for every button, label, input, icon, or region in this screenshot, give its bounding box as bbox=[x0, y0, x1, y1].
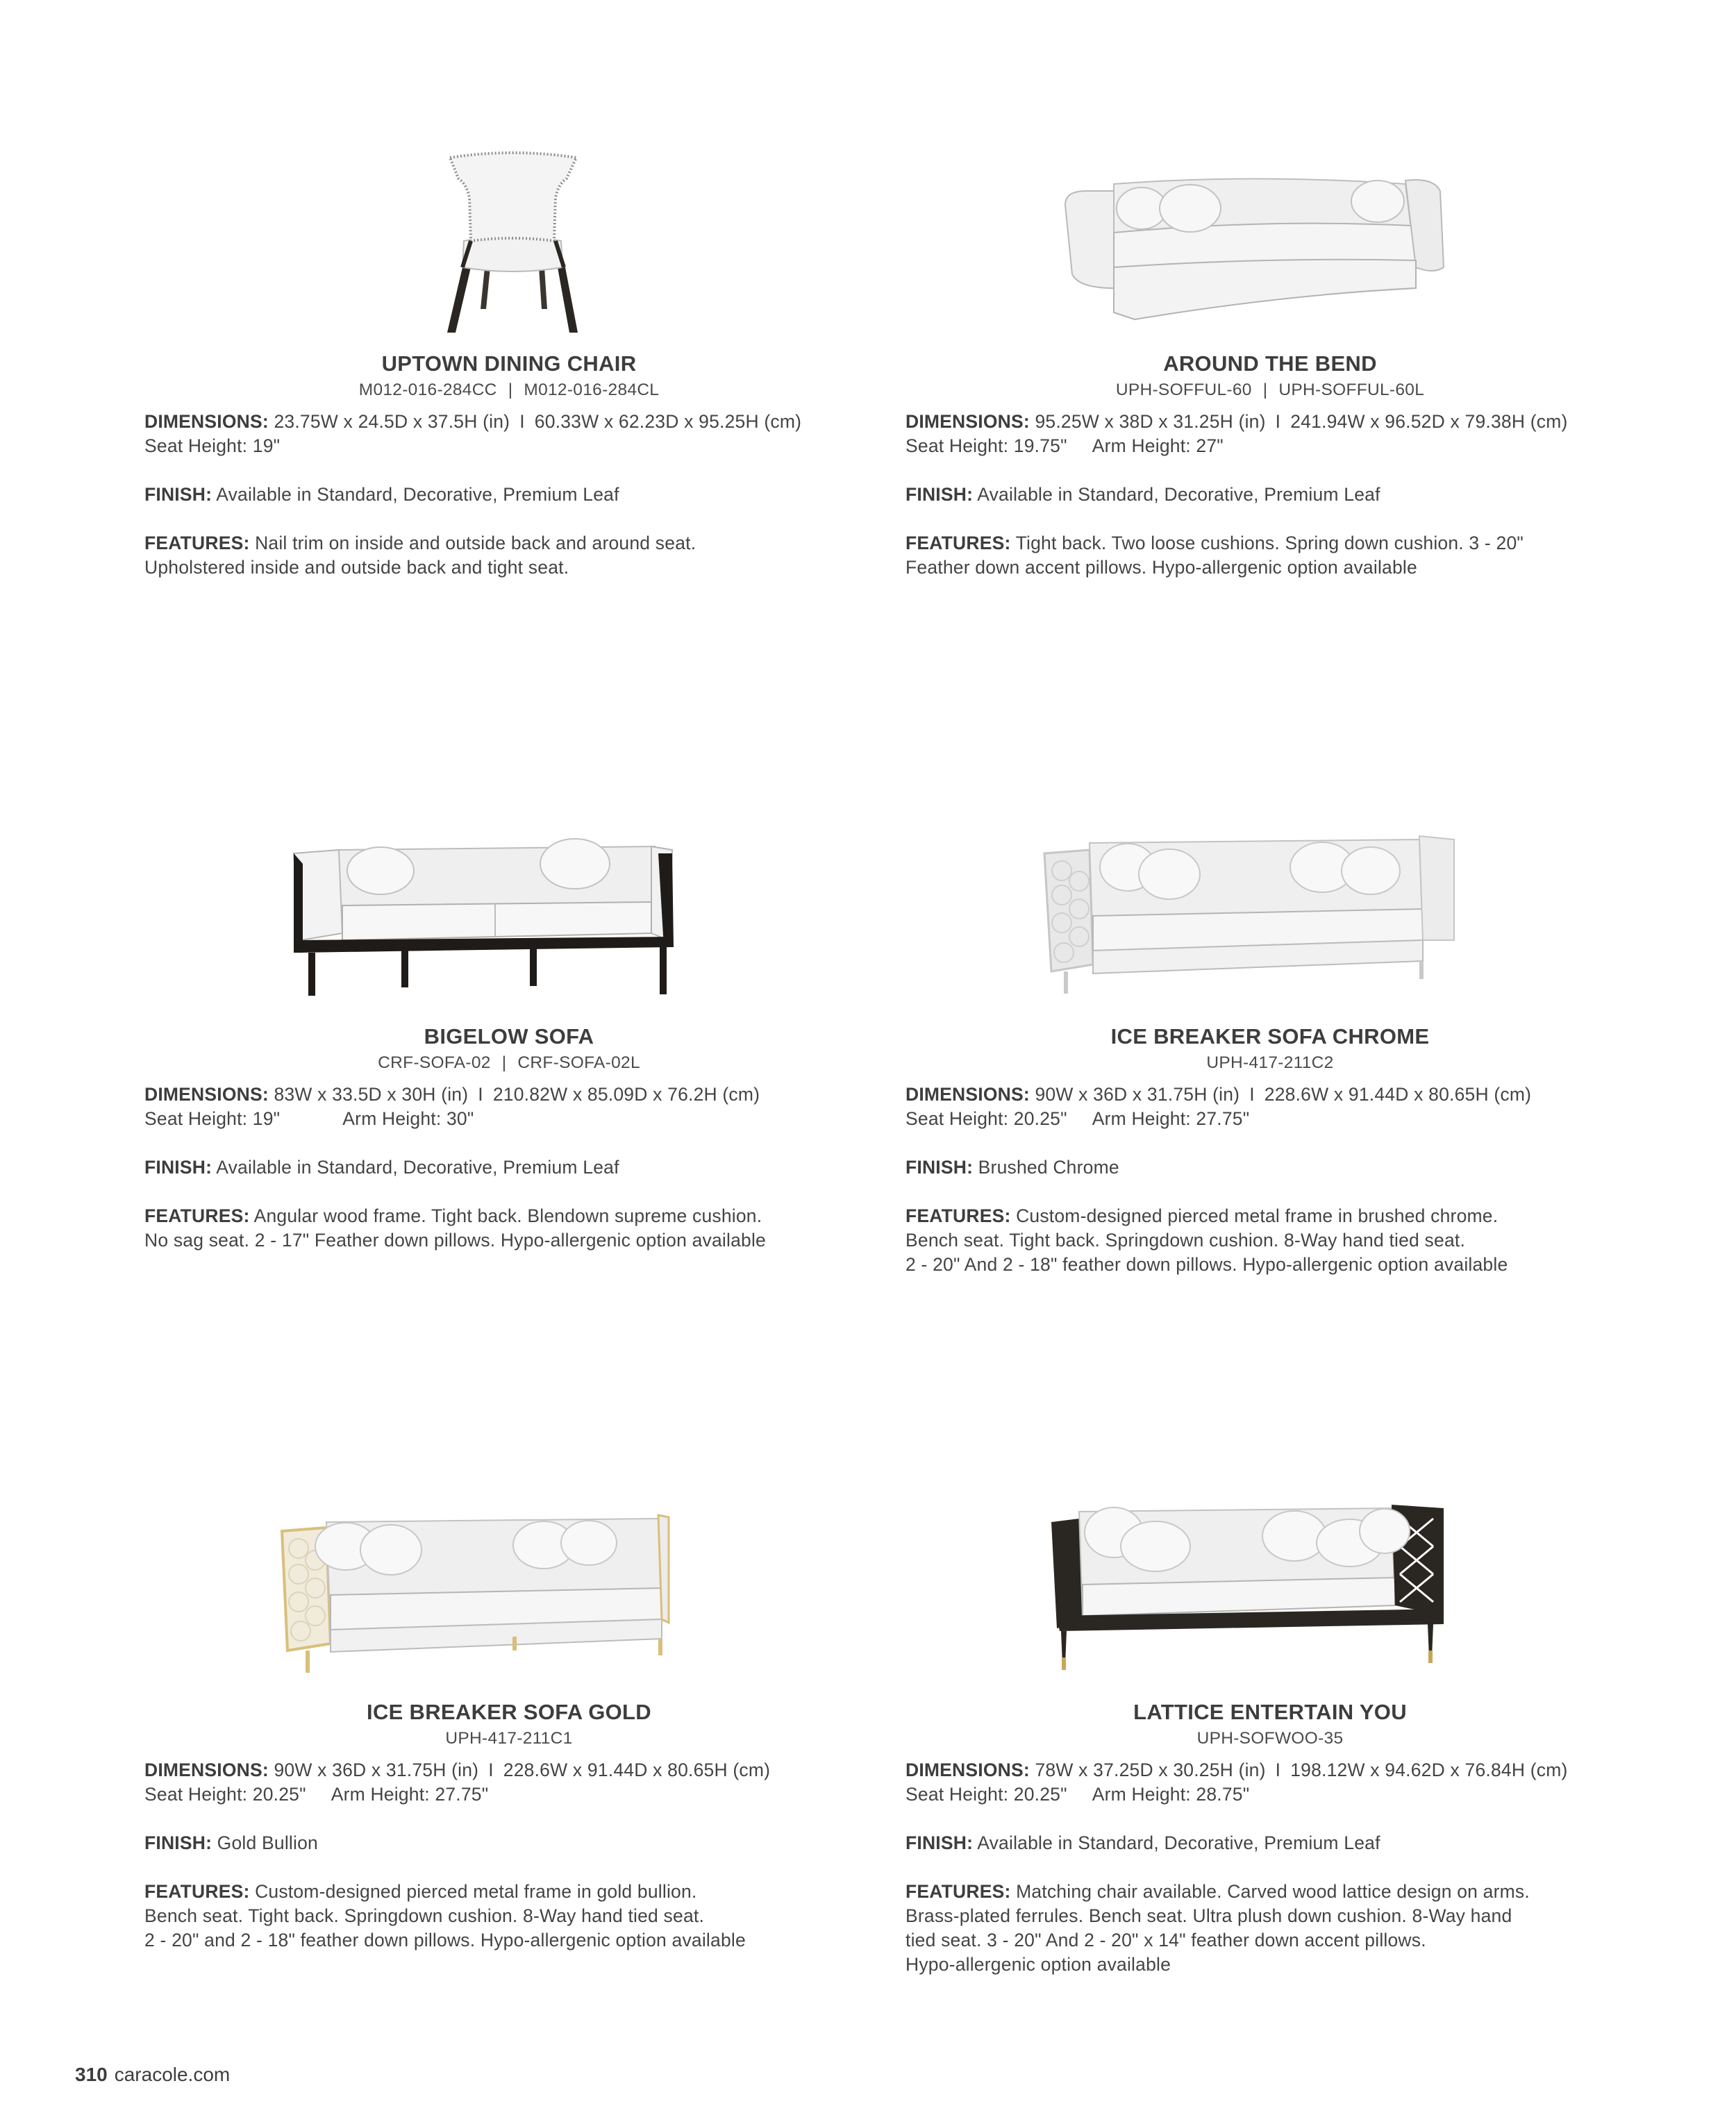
sku-primary: CRF-SOFA-02 bbox=[378, 1053, 491, 1072]
finish-block bbox=[144, 1155, 874, 1180]
product-card-around-the-bend bbox=[905, 351, 1635, 580]
features-block bbox=[144, 531, 874, 580]
features-block bbox=[905, 531, 1635, 580]
product-sku-line bbox=[144, 379, 874, 401]
product-card-bigelow-sofa bbox=[144, 1024, 874, 1253]
finish-value: Brushed Chrome bbox=[978, 1157, 1119, 1178]
dimensions-separator: I bbox=[1275, 1760, 1281, 1780]
features-line: Brass-plated ferrules. Bench seat. Ultra plush down cushion. 8-Way hand bbox=[905, 1905, 1512, 1926]
finish-value: Available in Standard, Decorative, Premium Leaf bbox=[216, 484, 619, 505]
seat-height: Seat Height: 20.25" bbox=[905, 1784, 1067, 1805]
product-card-ice-breaker-sofa-gold bbox=[144, 1699, 874, 1953]
finish-block bbox=[144, 1831, 874, 1855]
finish-label: FINISH: bbox=[144, 1157, 212, 1178]
seat-height: Seat Height: 19" bbox=[144, 435, 281, 456]
features-label: FEATURES: bbox=[144, 533, 250, 553]
dimensions-cm: 198.12W x 94.62D x 76.84H (cm) bbox=[1290, 1760, 1568, 1780]
lattice-sofa-image bbox=[905, 1407, 1635, 1685]
finish-label: FINISH: bbox=[905, 484, 974, 505]
dimensions-label: DIMENSIONS: bbox=[905, 411, 1030, 432]
dimensions-inches: 23.75W x 24.5D x 37.5H (in) bbox=[274, 411, 510, 432]
features-line: Angular wood frame. Tight back. Blendown supreme cushion. bbox=[253, 1205, 762, 1226]
dimensions-cm: 210.82W x 85.09D x 76.2H (cm) bbox=[492, 1084, 760, 1105]
dimensions-block bbox=[905, 1083, 1635, 1131]
product-sku-line bbox=[905, 1728, 1635, 1750]
dimensions-cm: 228.6W x 91.44D x 80.65H (cm) bbox=[503, 1760, 771, 1780]
dimensions-block bbox=[144, 410, 874, 458]
finish-label: FINISH: bbox=[905, 1832, 974, 1853]
features-label: FEATURES: bbox=[905, 533, 1011, 553]
features-line: Matching chair available. Carved wood lattice design on arms. bbox=[1016, 1881, 1530, 1902]
curved-sofa-image bbox=[905, 59, 1635, 337]
features-label: FEATURES: bbox=[905, 1205, 1011, 1226]
finish-label: FINISH: bbox=[144, 484, 212, 505]
seat-height: Seat Height: 20.25" bbox=[905, 1108, 1067, 1129]
dimensions-block bbox=[144, 1758, 874, 1807]
product-name: AROUND THE BEND bbox=[1163, 351, 1377, 376]
features-line: Bench seat. Tight back. Springdown cushion. 8-Way hand tied seat. bbox=[144, 1905, 705, 1926]
finish-value: Available in Standard, Decorative, Premium Leaf bbox=[977, 1832, 1380, 1853]
dimensions-separator: I bbox=[488, 1760, 494, 1780]
dimensions-label: DIMENSIONS: bbox=[905, 1760, 1030, 1780]
product-sku-line bbox=[144, 1728, 874, 1750]
finish-value: Available in Standard, Decorative, Premium Leaf bbox=[977, 484, 1380, 505]
dimensions-inches: 90W x 36D x 31.75H (in) bbox=[1035, 1084, 1240, 1105]
features-label: FEATURES: bbox=[144, 1881, 250, 1902]
dimensions-block bbox=[905, 410, 1635, 458]
arm-height: Arm Height: 28.75" bbox=[1092, 1784, 1250, 1805]
dimensions-separator: I bbox=[519, 411, 525, 432]
gold-sofa-image bbox=[144, 1407, 874, 1685]
features-line: 2 - 20" And 2 - 18" feather down pillows. Hypo-allergenic option available bbox=[905, 1254, 1508, 1275]
product-sku-line bbox=[905, 379, 1635, 401]
sku-primary: UPH-417-211C1 bbox=[445, 1729, 573, 1748]
features-line: Feather down accent pillows. Hypo-allergenic option available bbox=[905, 557, 1417, 578]
arm-height: Arm Height: 27.75" bbox=[331, 1784, 489, 1805]
features-block bbox=[905, 1204, 1635, 1277]
dimensions-label: DIMENSIONS: bbox=[905, 1084, 1030, 1105]
features-block bbox=[905, 1880, 1635, 1977]
features-line: Custom-designed pierced metal frame in brushed chrome. bbox=[1016, 1205, 1499, 1226]
features-line: Tight back. Two loose cushions. Spring down cushion. 3 - 20" bbox=[1015, 533, 1524, 553]
seat-height: Seat Height: 20.25" bbox=[144, 1784, 306, 1805]
product-name: BIGELOW SOFA bbox=[424, 1024, 594, 1049]
finish-label: FINISH: bbox=[144, 1832, 212, 1853]
dimensions-inches: 95.25W x 38D x 31.25H (in) bbox=[1035, 411, 1266, 432]
dimensions-inches: 83W x 33.5D x 30H (in) bbox=[274, 1084, 469, 1105]
dimensions-cm: 241.94W x 96.52D x 79.38H (cm) bbox=[1290, 411, 1568, 432]
product-card-ice-breaker-sofa-chrome bbox=[905, 1024, 1635, 1277]
finish-block bbox=[905, 1155, 1635, 1180]
product-name: LATTICE ENTERTAIN YOU bbox=[1133, 1700, 1407, 1724]
features-label: FEATURES: bbox=[905, 1881, 1011, 1902]
features-line: Hypo-allergenic option available bbox=[905, 1954, 1171, 1975]
product-sku-line bbox=[144, 1052, 874, 1074]
product-name: ICE BREAKER SOFA CHROME bbox=[1110, 1024, 1430, 1049]
features-label: FEATURES: bbox=[144, 1205, 250, 1226]
product-card-uptown-dining-chair bbox=[144, 351, 874, 580]
finish-block bbox=[144, 483, 874, 507]
seat-height: Seat Height: 19.75" bbox=[905, 435, 1067, 456]
features-line: Custom-designed pierced metal frame in gold bullion. bbox=[255, 1881, 697, 1902]
product-name: UPTOWN DINING CHAIR bbox=[381, 351, 637, 376]
sku-secondary: CRF-SOFA-02L bbox=[517, 1053, 640, 1072]
sku-primary: M012-016-284CC bbox=[358, 381, 497, 399]
page-number: 310 bbox=[75, 2064, 108, 2085]
features-line: No sag seat. 2 - 17" Feather down pillows. Hypo-allergenic option available bbox=[144, 1230, 766, 1251]
dimensions-cm: 60.33W x 62.23D x 95.25H (cm) bbox=[534, 411, 802, 432]
sku-primary: UPH-SOFWOO-35 bbox=[1196, 1729, 1344, 1748]
finish-block bbox=[905, 1831, 1635, 1855]
sku-separator: | bbox=[1262, 381, 1268, 399]
finish-label: FINISH: bbox=[905, 1157, 974, 1178]
finish-block bbox=[905, 483, 1635, 507]
wood-frame-sofa-image bbox=[144, 732, 874, 1010]
arm-height: Arm Height: 27" bbox=[1092, 435, 1224, 456]
features-line: Upholstered inside and outside back and tight seat. bbox=[144, 557, 569, 578]
dimensions-separator: I bbox=[478, 1084, 483, 1105]
features-line: tied seat. 3 - 20" And 2 - 20" x 14" feather down accent pillows. bbox=[905, 1930, 1426, 1950]
dimensions-separator: I bbox=[1249, 1084, 1255, 1105]
product-name: ICE BREAKER SOFA GOLD bbox=[367, 1700, 651, 1724]
finish-value: Available in Standard, Decorative, Premium Leaf bbox=[216, 1157, 619, 1178]
sku-separator: | bbox=[508, 381, 513, 399]
dimensions-label: DIMENSIONS: bbox=[144, 1084, 269, 1105]
arm-height: Arm Height: 27.75" bbox=[1092, 1108, 1250, 1129]
dining-chair-image bbox=[144, 59, 874, 337]
features-block bbox=[144, 1204, 874, 1253]
website-link[interactable]: caracole.com bbox=[114, 2064, 231, 2085]
sku-separator: | bbox=[501, 1053, 507, 1072]
chrome-sofa-image bbox=[905, 732, 1635, 1010]
dimensions-label: DIMENSIONS: bbox=[144, 1760, 269, 1780]
page-footer bbox=[75, 2064, 230, 2086]
finish-value: Gold Bullion bbox=[217, 1832, 318, 1853]
features-line: Bench seat. Tight back. Springdown cushion. 8-Way hand tied seat. bbox=[905, 1230, 1466, 1251]
sku-primary: UPH-417-211C2 bbox=[1206, 1053, 1334, 1072]
dimensions-cm: 228.6W x 91.44D x 80.65H (cm) bbox=[1264, 1084, 1532, 1105]
seat-height: Seat Height: 19" bbox=[144, 1108, 281, 1129]
dimensions-inches: 90W x 36D x 31.75H (in) bbox=[274, 1760, 479, 1780]
sku-secondary: UPH-SOFFUL-60L bbox=[1278, 381, 1425, 399]
product-card-lattice-entertain-you bbox=[905, 1699, 1635, 1977]
dimensions-block bbox=[144, 1083, 874, 1131]
sku-primary: UPH-SOFFUL-60 bbox=[1115, 381, 1252, 399]
dimensions-label: DIMENSIONS: bbox=[144, 411, 269, 432]
sku-secondary: M012-016-284CL bbox=[524, 381, 660, 399]
dimensions-inches: 78W x 37.25D x 30.25H (in) bbox=[1035, 1760, 1266, 1780]
features-line: Nail trim on inside and outside back and around seat. bbox=[255, 533, 696, 553]
features-block bbox=[144, 1880, 874, 1953]
features-line: 2 - 20" and 2 - 18" feather down pillows. Hypo-allergenic option available bbox=[144, 1930, 746, 1950]
product-sku-line bbox=[905, 1052, 1635, 1074]
dimensions-separator: I bbox=[1275, 411, 1281, 432]
dimensions-block bbox=[905, 1758, 1635, 1807]
arm-height: Arm Height: 30" bbox=[342, 1108, 474, 1129]
